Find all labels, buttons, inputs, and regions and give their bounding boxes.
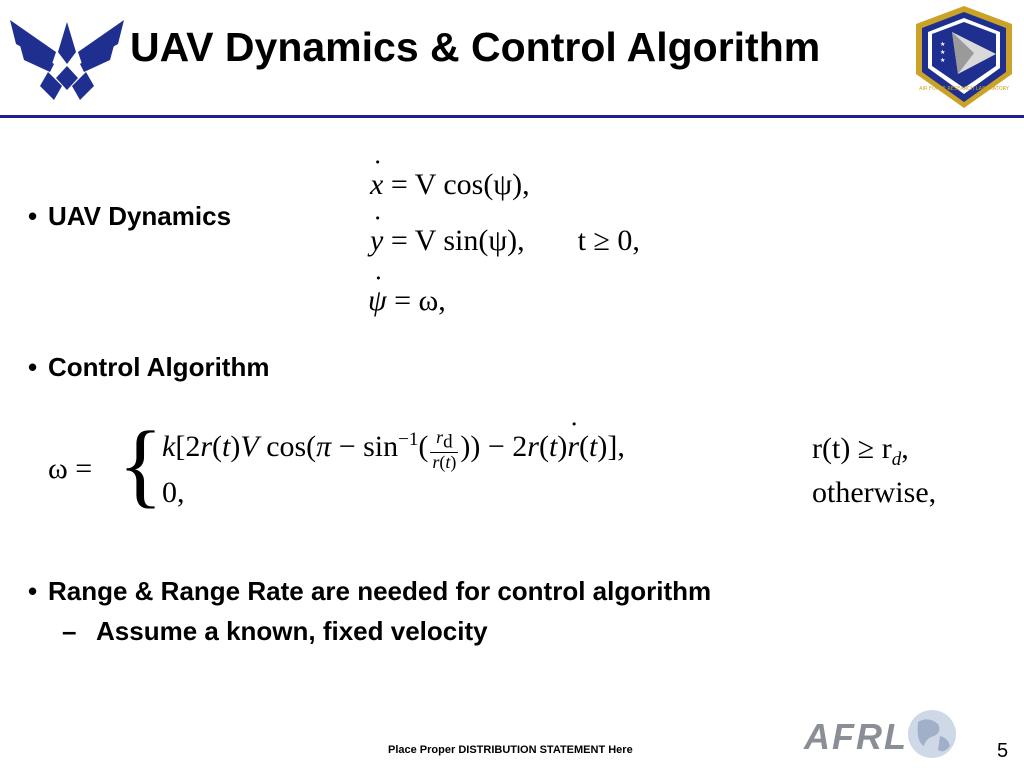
slide-title: UAV Dynamics & Control Algorithm — [130, 24, 821, 70]
page-number: 5 — [997, 740, 1009, 762]
control-case1-condition: $r(t) \ge r_d$, — [812, 432, 909, 470]
bullet-range-rate — [28, 576, 711, 607]
bullet-label: Control Algorithm — [48, 352, 270, 382]
bullet-dot: • — [28, 576, 38, 606]
control-lhs: ω = — [48, 452, 93, 485]
sub-bullet-dash: – — [62, 616, 77, 646]
control-case2-expr: 0, — [162, 476, 185, 509]
afrl-wordmark: AFRL — [804, 716, 908, 757]
bullet-label: Range & Range Rate are needed for control algorithm — [48, 576, 712, 606]
distribution-statement: Place Proper DISTRIBUTION STATEMENT Here — [388, 744, 633, 756]
afrl-footer-logo — [800, 706, 970, 762]
equation-rhs: = V sin(ψ), — [390, 224, 525, 257]
equation-rhs: = V cos(ψ), — [390, 168, 530, 201]
svg-text:★: ★ — [940, 57, 946, 64]
control-case2-condition: otherwise, — [812, 476, 937, 509]
bullet-control-algorithm — [28, 352, 269, 383]
left-brace: { — [118, 413, 164, 517]
sub-bullet-fixed-velocity — [62, 616, 488, 647]
equation-x-dot: x ˙ = V cos(ψ), — [370, 168, 530, 202]
afrl-shield-text: AIR FORCE RESEARCH LABORATORY — [919, 86, 1009, 92]
equation-rhs: = ω, — [394, 284, 446, 317]
control-case1-expr: k[2r(t)V $\cos(\pi - \sin^{-1}$( $\frac{r_d}{r(t)}$ )) − 2r(t)r ˙(t)], — [162, 428, 625, 471]
header-rule — [0, 115, 1024, 118]
sub-bullet-label: Assume a known, fixed velocity — [96, 616, 488, 646]
bullet-label: UAV Dynamics — [48, 201, 232, 231]
usaf-wings-logo — [8, 8, 126, 108]
afrl-shield-logo — [912, 4, 1016, 110]
equation-psi-dot: ψ ˙ = ω, — [368, 284, 446, 318]
bullet-uav-dynamics — [28, 201, 231, 232]
equation-y-dot: y ˙ = V sin(ψ), t ≥ 0, — [370, 224, 640, 258]
svg-text:★: ★ — [940, 41, 946, 48]
svg-text:★: ★ — [940, 49, 946, 56]
bullet-dot: • — [28, 352, 38, 382]
bullet-dot: • — [28, 201, 38, 231]
equation-condition: t ≥ 0, — [577, 224, 640, 257]
